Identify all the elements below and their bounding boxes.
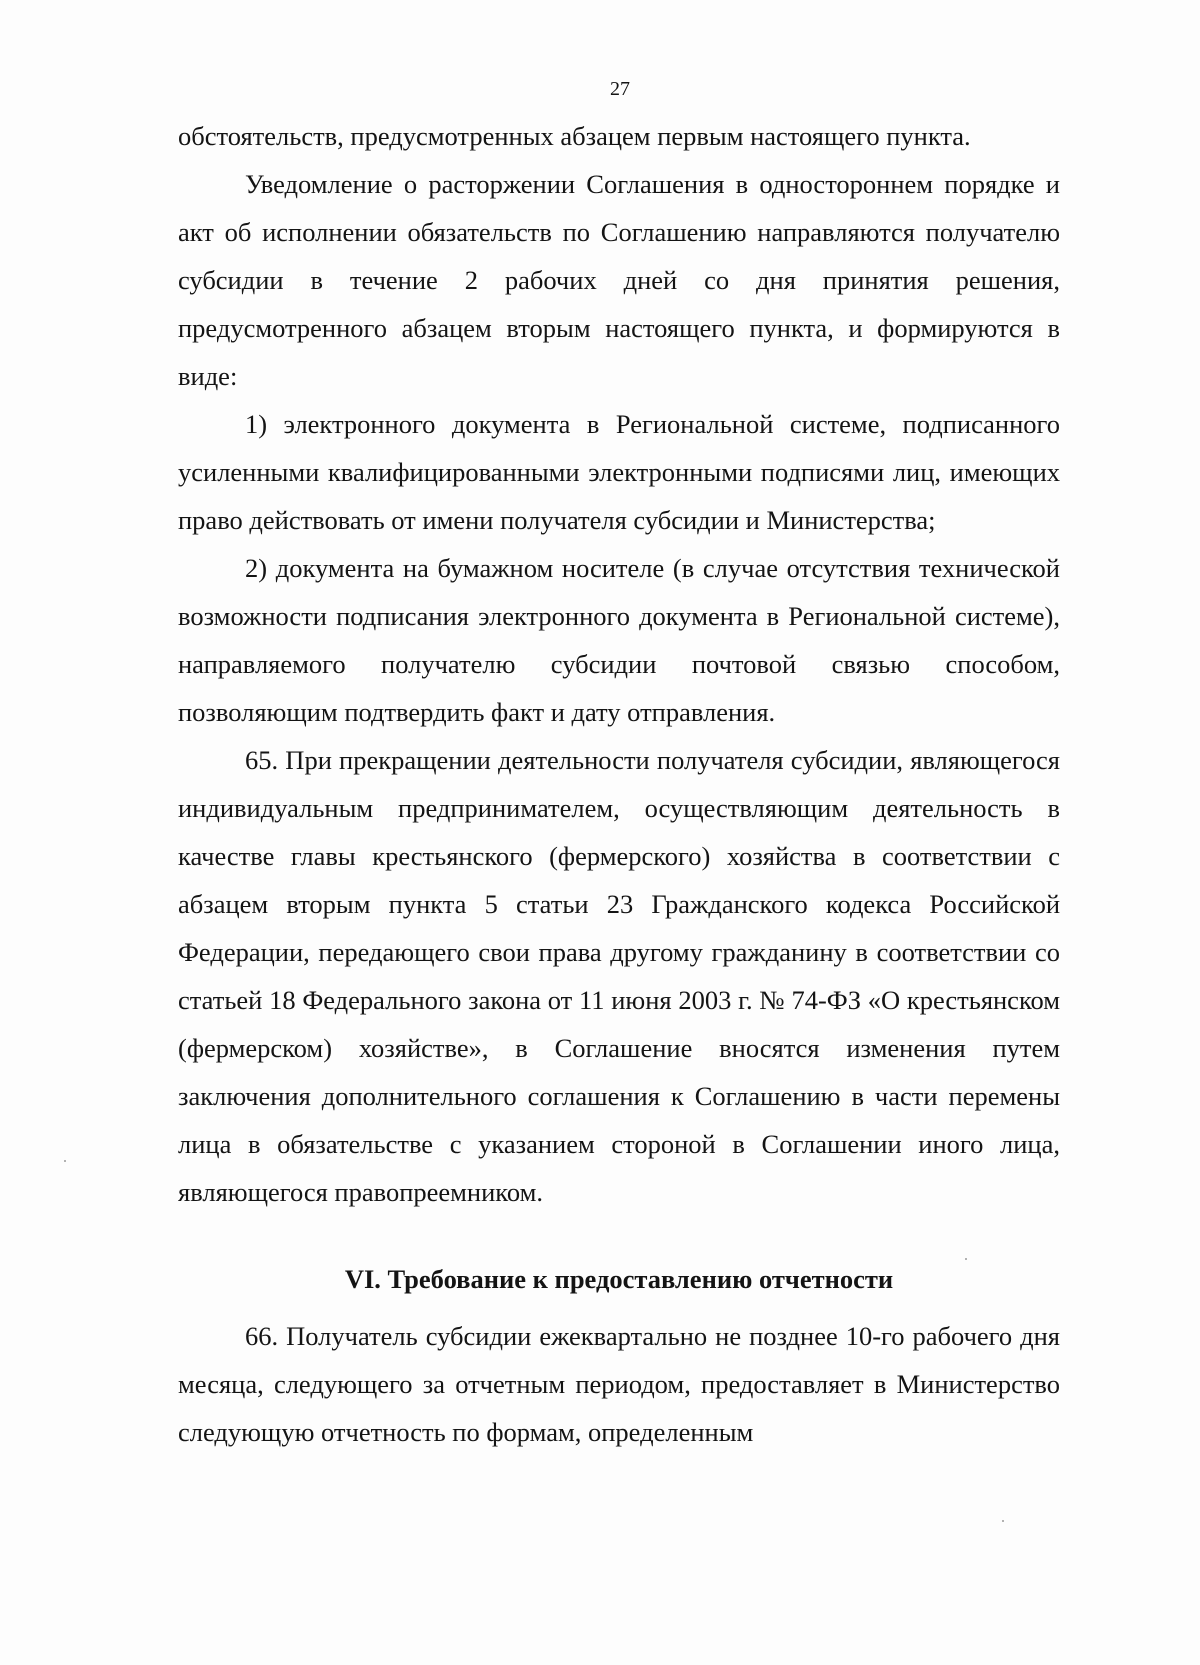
section-heading: VI. Требование к предоставлению отчетности [344,1264,894,1294]
paragraph-continuation: обстоятельств, предусмотренных абзацем первым настоящего пункта. [178,121,971,151]
paragraph-clause-65: 65. При прекращении деятельности получателя субсидии, являющегося индивидуальным предпринимателем, осуществляющим деятельность в качестве главы крестьянского (фермерского) хозяйства в соответствии с абзацем вторым пункта 5 статьи 23 Гражданского кодекса Российской Федерации, передающего свои права другому гражданину в соответствии со статьей 18 Федерального закона от 11 июня 2003 г. № 74-ФЗ «О крестьянском (фермерском) хозяйстве», в Соглашение вносятся изменения путем заключения дополнительного соглашения к Соглашению в части перемены лица в обязательстве с указанием стороной в Соглашении иного лица, являющегося правопреемником. [178,745,1060,1207]
paragraph-item-2-paper-document: 2) документа на бумажном носителе (в случае отсутствия технической возможности подписания электронного документа в Региональной системе), направляемого получателю субсидии почтовой связью способом, позволяющим подтвердить факт и дату отправления. [178,553,1060,727]
scan-speck [64,1160,66,1162]
scan-speck [1002,1520,1004,1522]
paragraph-termination-notice: Уведомление о расторжении Соглашения в одностороннем порядке и акт об исполнении обязательств по Соглашению направляются получателю субсидии в течение 2 рабочих дней со дня принятия решения, предусмотренного абзацем вторым настоящего пункта, и формируются в виде: [178,169,1060,391]
scan-speck [965,1258,967,1260]
paragraph-clause-66: 66. Получатель субсидии ежеквартально не позднее 10-го рабочего дня месяца, следующего за отчетным периодом, предоставляет в Министерство следующую отчетность по формам, определенным [178,1321,1060,1447]
document-body [178,112,1060,1456]
paragraph-item-1-electronic-document: 1) электронного документа в Региональной системе, подписанного усиленными квалифицированными электронными подписями лиц, имеющих право действовать от имени получателя субсидии и Министерства; [178,409,1060,535]
page-number: 27 [610,78,630,100]
